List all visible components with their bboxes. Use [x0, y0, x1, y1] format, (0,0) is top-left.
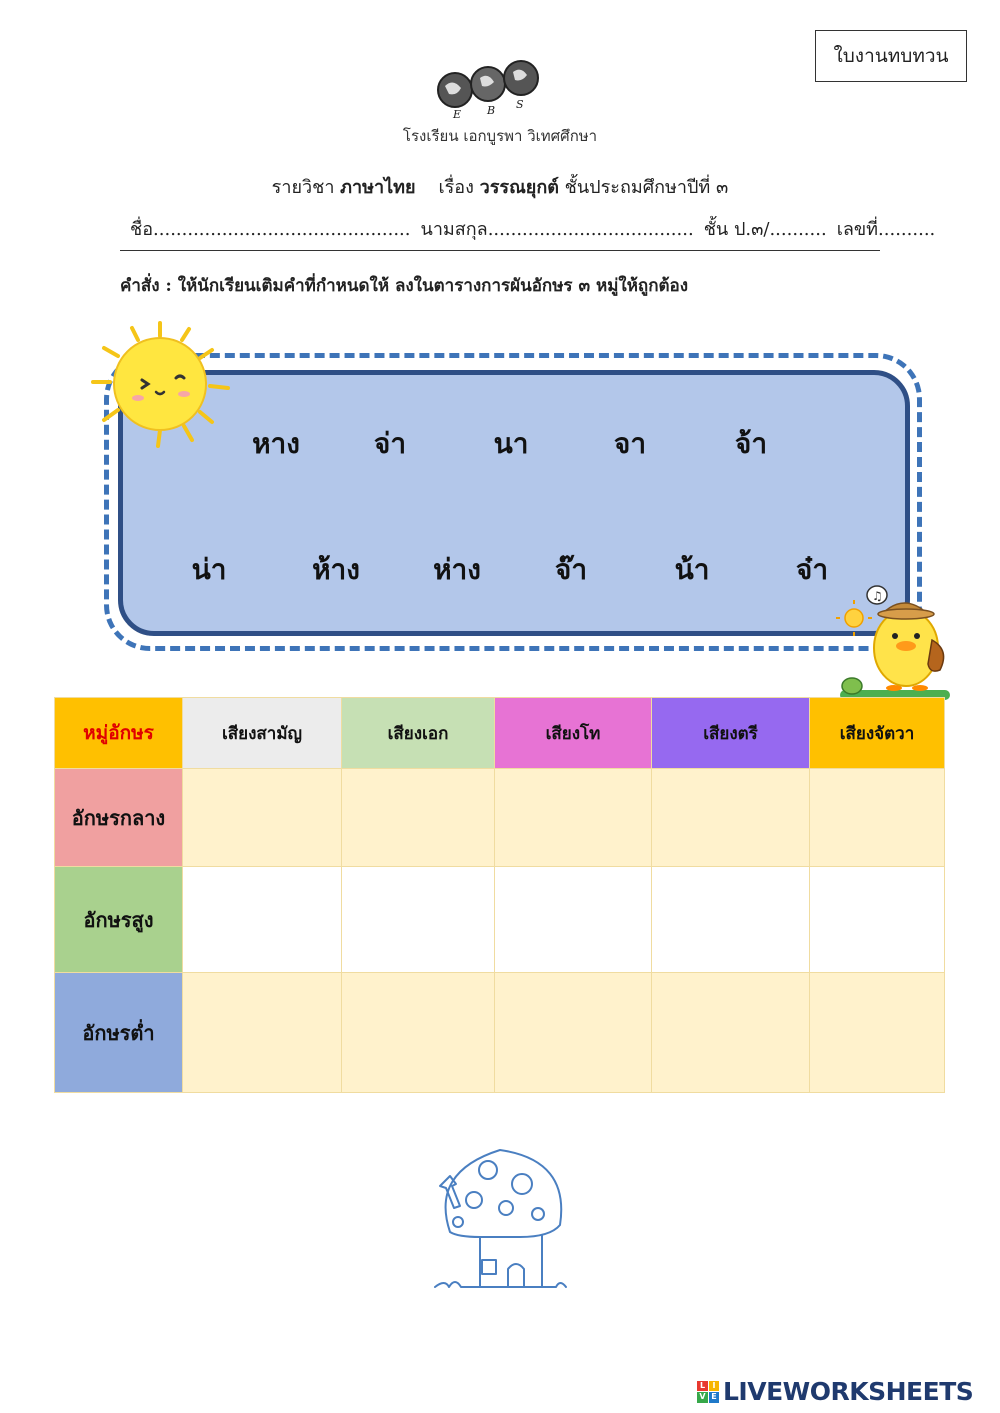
answer-cell[interactable]	[810, 973, 945, 1093]
student-info-line	[130, 214, 936, 243]
word-bank-word[interactable]: น่า	[191, 553, 227, 586]
word-bank-word[interactable]: ห่าง	[433, 553, 481, 586]
name-field[interactable]: ชื่อ.............................................	[130, 219, 411, 240]
answer-cell[interactable]	[810, 867, 945, 973]
table-corner-header: หมู่อักษร	[55, 698, 183, 769]
word-bank-word[interactable]: น้า	[674, 553, 710, 586]
column-header-tri: เสียงตรี	[652, 698, 810, 769]
liveworksheets-logo-icon: L I V E	[697, 1381, 719, 1403]
logo-letter-e: E	[453, 108, 462, 120]
answer-cell[interactable]	[342, 769, 495, 867]
subject-prefix: รายวิชา	[271, 177, 335, 198]
class-field[interactable]: ชั้น ป.๓/..........	[703, 219, 827, 240]
word-bank-word[interactable]: จ๊า	[554, 553, 588, 586]
answer-cell[interactable]	[495, 769, 652, 867]
table-row-high-class	[55, 867, 945, 973]
word-bank-word[interactable]: หาง	[252, 427, 300, 460]
table-row-middle-class	[55, 769, 945, 867]
logo-letter-s: S	[516, 98, 524, 111]
document-type-label: ใบงานทบทวน	[833, 45, 949, 67]
mushroom-house-icon	[430, 1142, 570, 1297]
grade-level: ชั้นประถมศึกษาปีที่ ๓	[564, 177, 729, 198]
duck-icon	[832, 578, 952, 708]
sun-icon	[88, 318, 238, 458]
instruction-text: คำสั่ง : ให้นักเรียนเติมคำที่กำหนดให้ ลงในตารางการผันอักษร ๓ หมู่ให้ถูกต้อง	[120, 276, 689, 296]
school-name: โรงเรียน เอกบูรพา วิเทศศึกษา	[402, 127, 598, 145]
answer-cell[interactable]	[810, 769, 945, 867]
word-bank-word[interactable]: ห้าง	[312, 553, 360, 586]
subject-name: ภาษาไทย	[340, 177, 416, 198]
answer-cell[interactable]	[342, 867, 495, 973]
table-header-row	[55, 698, 945, 769]
document-type-box	[815, 30, 967, 82]
topic-prefix: เรื่อง	[438, 177, 474, 198]
number-field[interactable]: เลขที่..........	[836, 219, 936, 240]
answer-cell[interactable]	[183, 769, 342, 867]
topic-name: วรรณยุกต์	[479, 177, 559, 198]
column-header-chattawa: เสียงจัตวา	[810, 698, 945, 769]
answer-cell[interactable]	[652, 867, 810, 973]
word-bank-word[interactable]: นา	[493, 427, 529, 460]
word-bank-word[interactable]: จ๋า	[795, 553, 829, 586]
liveworksheets-brand[interactable]	[697, 1377, 973, 1406]
header-divider	[120, 250, 880, 251]
svg-text:♫: ♫	[872, 589, 883, 603]
answer-cell[interactable]	[495, 867, 652, 973]
row-header-middle-class: อักษรกลาง	[55, 769, 183, 867]
brand-name: LIVEWORKSHEETS	[723, 1377, 974, 1406]
word-bank-word[interactable]: จ่า	[373, 427, 407, 460]
answer-cell[interactable]	[495, 973, 652, 1093]
tone-table	[54, 697, 945, 1093]
school-logo	[430, 58, 550, 120]
table-row-low-class	[55, 973, 945, 1093]
word-bank-word[interactable]: จ้า	[734, 427, 768, 460]
column-header-ek: เสียงเอก	[342, 698, 495, 769]
subject-line	[0, 172, 1000, 201]
answer-cell[interactable]	[652, 769, 810, 867]
column-header-tho: เสียงโท	[495, 698, 652, 769]
answer-cell[interactable]	[183, 973, 342, 1093]
row-header-low-class: อักษรต่ำ	[55, 973, 183, 1093]
column-header-saman: เสียงสามัญ	[183, 698, 342, 769]
logo-letter-b: B	[487, 104, 496, 117]
answer-cell[interactable]	[183, 867, 342, 973]
surname-field[interactable]: นามสกุล....................................	[420, 219, 694, 240]
word-bank-word[interactable]: จา	[613, 427, 647, 460]
answer-cell[interactable]	[652, 973, 810, 1093]
answer-cell[interactable]	[342, 973, 495, 1093]
row-header-high-class: อักษรสูง	[55, 867, 183, 973]
